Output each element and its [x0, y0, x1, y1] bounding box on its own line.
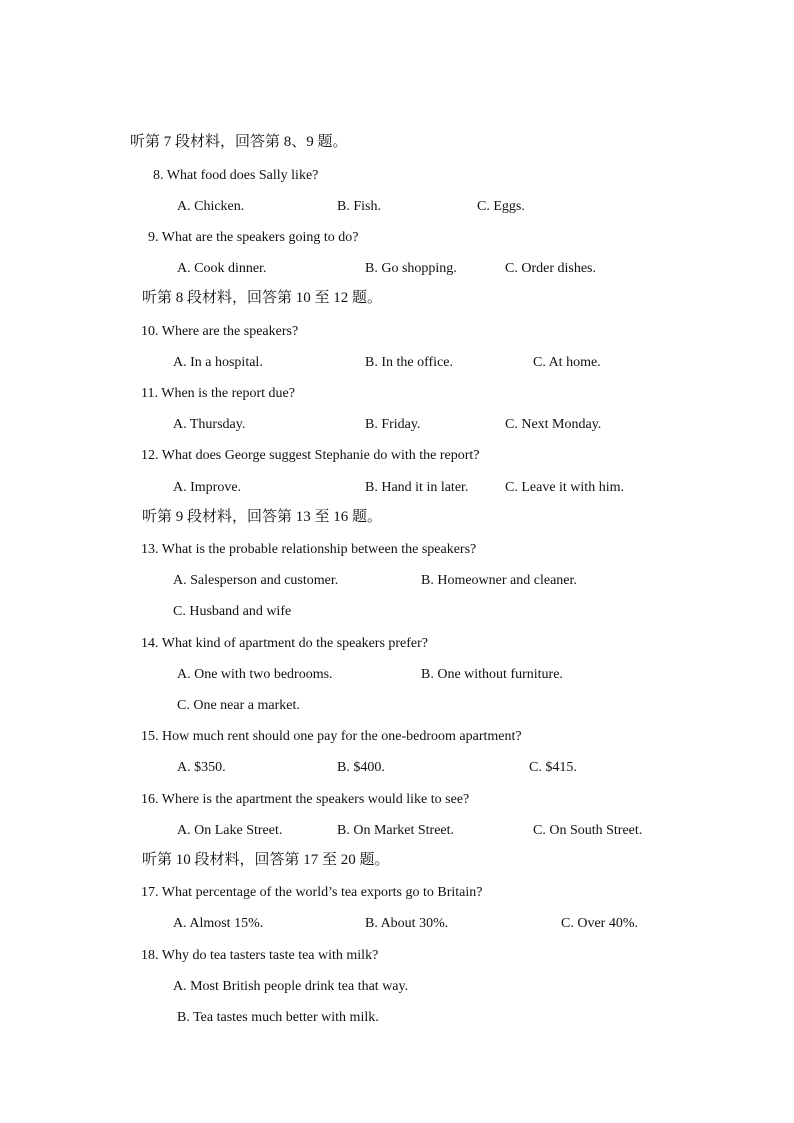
- question-9: 9. What are the speakers going to do?: [148, 230, 359, 245]
- q9-option-b: B. Go shopping.: [365, 261, 457, 276]
- question-12: 12. What does George suggest Stephanie do with the report?: [141, 448, 480, 463]
- q10-option-b: B. In the office.: [365, 355, 453, 370]
- q18-option-b: B. Tea tastes much better with milk.: [177, 1010, 379, 1025]
- q12-option-b: B. Hand it in later.: [365, 480, 469, 495]
- q15-option-c: C. $415.: [529, 760, 577, 775]
- q15-option-a: A. $350.: [177, 760, 226, 775]
- q16-option-b: B. On Market Street.: [337, 823, 455, 838]
- question-11: 11. When is the report due?: [141, 386, 295, 401]
- q14-option-c: C. One near a market.: [177, 698, 300, 713]
- q13-option-b: B. Homeowner and cleaner.: [421, 573, 577, 588]
- q16-option-c: C. On South Street.: [533, 823, 643, 838]
- q8-option-a: A. Chicken.: [177, 199, 245, 214]
- q18-option-a: A. Most British people drink tea that way.: [173, 979, 409, 994]
- question-13: 13. What is the probable relationship between the speakers?: [141, 542, 477, 557]
- q12-option-c: C. Leave it with him.: [505, 480, 624, 495]
- q11-option-a: A. Thursday.: [173, 417, 246, 432]
- q8-option-c: C. Eggs.: [477, 199, 525, 214]
- q16-option-a: A. On Lake Street.: [177, 823, 283, 838]
- q10-option-a: A. In a hospital.: [173, 355, 263, 370]
- q14-option-a: A. One with two bedrooms.: [177, 667, 333, 682]
- question-17: 17. What percentage of the world’s tea exports go to Britain?: [141, 885, 483, 900]
- q9-option-a: A. Cook dinner.: [177, 261, 267, 276]
- question-14: 14. What kind of apartment do the speakers prefer?: [141, 636, 429, 651]
- section-heading-9: 听第 9 段材料，回答第 13 至 16 题。: [142, 509, 383, 525]
- q11-option-b: B. Friday.: [365, 417, 421, 432]
- q9-option-c: C. Order dishes.: [505, 261, 596, 276]
- q14-option-b: B. One without furniture.: [421, 667, 563, 682]
- q10-option-c: C. At home.: [533, 355, 601, 370]
- question-8: 8. What food does Sally like?: [153, 168, 319, 183]
- section-heading-7: 听第 7 段材料，回答第 8、9 题。: [130, 134, 348, 150]
- section-heading-8: 听第 8 段材料，回答第 10 至 12 题。: [142, 290, 383, 306]
- q17-option-b: B. About 30%.: [365, 916, 449, 931]
- q11-option-c: C. Next Monday.: [505, 417, 602, 432]
- question-15: 15. How much rent should one pay for the one-bedroom apartment?: [141, 729, 522, 744]
- q17-option-c: C. Over 40%.: [561, 916, 638, 931]
- q15-option-b: B. $400.: [337, 760, 385, 775]
- section-heading-10: 听第 10 段材料，回答第 17 至 20 题。: [142, 852, 390, 868]
- q13-option-a: A. Salesperson and customer.: [173, 573, 339, 588]
- question-16: 16. Where is the apartment the speakers would like to see?: [141, 792, 470, 807]
- q8-option-b: B. Fish.: [337, 199, 381, 214]
- q17-option-a: A. Almost 15%.: [173, 916, 264, 931]
- q12-option-a: A. Improve.: [173, 480, 242, 495]
- question-18: 18. Why do tea tasters taste tea with milk?: [141, 948, 379, 963]
- q13-option-c: C. Husband and wife: [173, 604, 292, 619]
- question-10: 10. Where are the speakers?: [141, 324, 299, 339]
